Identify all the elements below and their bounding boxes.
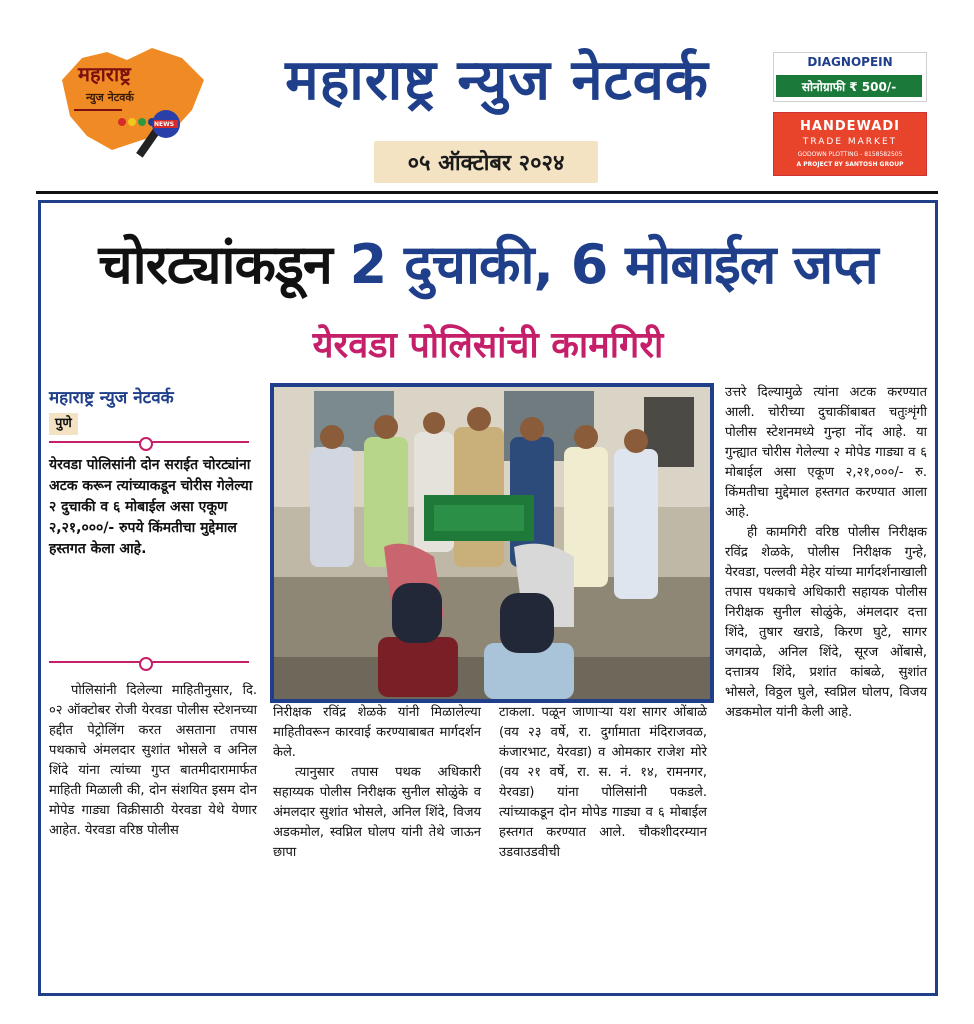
- column-1: [49, 681, 257, 841]
- masthead-rule: [36, 191, 938, 194]
- column-4-para-2: ही कामगिरी वरिष्ठ पोलीस निरीक्षक रविंद्र शेळके, पोलीस निरीक्षक गुन्हे, येरवडा, पल्लवी मेहेर यांच्या मार्गदर्शनाखाली तपास पथकाचे अधिकारी सहायक पोलीस निरीक्षक सुनील सोळुंके, अंमलदार दत्ता शिंदे, तुषार खराडे, किरण घुटे, सागर जगदाळे, अनिल शिंदे, सूरज ओंबासे, दत्तात्रय शिंदे, प्रशांत कांबळे, सुशांत भोसले, विठ्ठल घुले, स्वप्निल घोलप, विजय अडकमोल यांनी केली आहे.: [725, 525, 927, 720]
- column-4: [725, 383, 927, 723]
- column-2-para-2: त्यानुसार तपास पथक अधिकारी सहाय्यक पोलीस निरीक्षक सुनील सोळुंके व अंमलदार सुशांत भोसले, अनिल शिंदे, विजय अडकमोल, स्वप्निल घोलप यांनी तेथे जाऊन छापा: [273, 765, 481, 860]
- article-frame: [38, 200, 938, 996]
- ad-handewadi-sub: TRADE MARKET: [802, 137, 898, 147]
- issue-date: ०५ ऑक्टोबर २०२४: [374, 141, 598, 183]
- column-3-text: टाकला. पळून जाणाऱ्या यश सागर ओंबाळे (वय २३ वर्षे, रा. दुर्गामाता मंदिराजवळ, कंजारभाट, येरवडा) व ओमकार राजेश मोरे (वय २१ वर्षे, रा. स. नं. १४, रामनगर, येरवडा) यांना पोलिसांनी पकडले. त्यांच्याकडून दोन मोपेड गाड्या व ६ मोबाईल हस्तगत करण्यात आले. चौकशीदरम्यान उडवाउडवीची: [499, 705, 707, 860]
- police-group-photo-icon: [274, 387, 710, 699]
- headline: [41, 225, 935, 299]
- ad-diagnopein-brand: DIAGNOPEIN: [807, 55, 893, 69]
- ad-handewadi-name: HANDEWADI: [800, 119, 900, 134]
- logo-title: महाराष्ट्र: [78, 62, 131, 86]
- maharashtra-map-logo: [52, 40, 212, 160]
- newspaper-title: महाराष्ट्र न्युज नेटवर्क: [285, 48, 709, 113]
- ad-diagnopein[interactable]: [773, 52, 927, 102]
- headline-black: चोरट्यांकडून: [98, 233, 332, 296]
- headline-blue: 2 दुचाकी, 6 मोबाईल जप्त: [349, 233, 878, 296]
- byline: महाराष्ट्र न्युज नेटवर्क: [49, 388, 174, 408]
- lede-divider-bottom: [49, 661, 249, 663]
- masthead: [0, 0, 974, 196]
- ad-handewadi-project: A PROJECT BY SANTOSH GROUP: [796, 161, 904, 168]
- column-4-para-1: उत्तरे दिल्यामुळे त्यांना अटक करण्यात आली. चोरीच्या दुचाकींबाबत चतुःशृंगी पोलीस स्टेशनमध्ये गुन्हा नोंद आहे. या गुन्ह्यात चोरीस गेलेल्या २ मोपेड गाड्या व ६ मोबाईल असा एकूण २,२१,०००/- रु. किंमतीचा मुद्देमाल हस्तगत करण्यात आला आहे.: [725, 385, 927, 520]
- logo-badge: NEWS: [154, 121, 175, 128]
- ad-handewadi[interactable]: [773, 112, 927, 176]
- subheadline: येरवडा पोलिसांची कामगिरी: [312, 325, 664, 366]
- article-photo: [270, 383, 714, 703]
- ad-diagnopein-offer: सोनोग्राफी ₹ 500/-: [776, 75, 922, 97]
- ad-handewadi-detail: GODOWN PLOTTING - 8158582505: [797, 151, 903, 158]
- column-3: [499, 703, 707, 863]
- lede-paragraph: येरवडा पोलिसांनी दोन सराईत चोरट्यांना अटक करून त्यांच्याकडून चोरीस गेलेल्या २ दुचाकी व ६ मोबाईल असा एकूण २,२१,०००/- रुपये किंमतीचा मुद्देमाल हस्तगत केला आहे.: [49, 457, 253, 557]
- dateline-city: पुणे: [49, 413, 78, 435]
- lede-divider-top: [49, 441, 249, 443]
- column-1-text: पोलिसांनी दिलेल्या माहितीनुसार, दि. ०२ ऑक्टोबर रोजी येरवडा पोलीस स्टेशनच्या हद्दीत पेट्रोलिंग करत असताना तपास पथकाचे अंमलदार सुशांत भोसले व अनिल शिंदे यांना त्यांच्या गुप्त बातमीदारामार्फत माहिती मिळाली की, दोन संशयित इसम दोन मोपेड गाड्या विक्रीसाठी येरवडा येथे येणार आहेत. येरवडा वरिष्ठ पोलीस: [49, 683, 257, 838]
- logo-subtitle: न्युज नेटवर्क: [86, 91, 134, 104]
- column-2-para-1: निरीक्षक रविंद्र शेळके यांनी मिळालेल्या माहितीवरून कारवाई करण्याबाबत मार्गदर्शन केले.: [273, 705, 481, 760]
- column-2: [273, 703, 481, 863]
